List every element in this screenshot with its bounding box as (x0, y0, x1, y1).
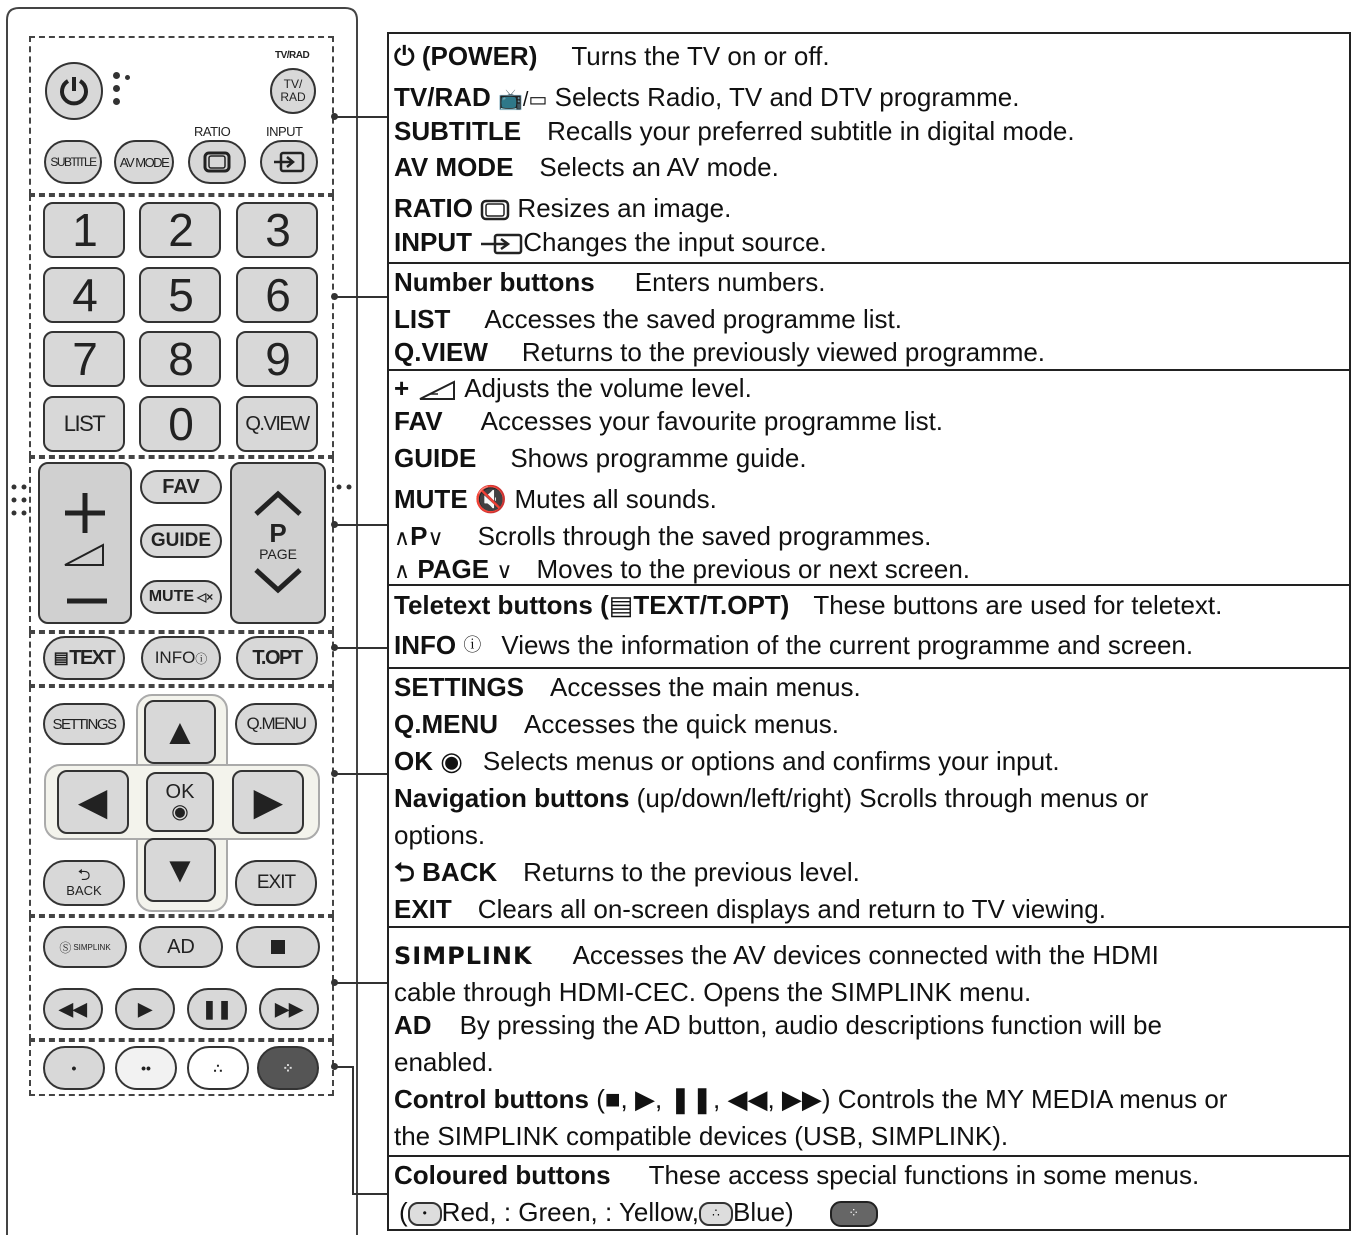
remote-control-illustration (0, 0, 370, 1235)
row-control (394, 1084, 1227, 1114)
ad-button[interactable]: AD (139, 926, 223, 968)
row-teletext (394, 590, 1222, 620)
chevron-down-icon (248, 562, 308, 598)
settings-button[interactable]: SETTINGS (43, 703, 125, 745)
blue-button[interactable] (257, 1046, 319, 1090)
row-number (394, 267, 826, 297)
simplink-text: Accesses the AV devices connected with the HDMI (572, 940, 1159, 970)
red-key-icon: • (408, 1202, 442, 1226)
section-coloured (389, 1157, 1349, 1231)
list-text: Accesses the saved programme list. (484, 304, 902, 334)
row-power (394, 41, 830, 71)
fav-name: FAV (394, 406, 443, 436)
row-simplink (394, 940, 1159, 971)
green-button-dots-icon: •• (141, 1060, 151, 1076)
nav-text-2: options. (394, 820, 486, 850)
yellow-button-dots-icon: ∴ (213, 1060, 223, 1076)
control-name: Control buttons (394, 1084, 589, 1114)
number-button-9[interactable]: 9 (236, 331, 318, 387)
volume-icon (416, 379, 458, 401)
mute-icon: ◁× (197, 590, 214, 604)
teletext-text: These buttons are used for teletext. (813, 590, 1223, 620)
text-button-label: TEXT (69, 646, 115, 669)
qmenu-button[interactable]: Q.MENU (235, 703, 317, 745)
caret-up-icon: ∧ (394, 525, 411, 550)
subtitle-button[interactable]: SUBTITLE (44, 140, 102, 184)
number-button-4[interactable]: 4 (43, 267, 125, 323)
stop-icon (271, 940, 285, 954)
row-control-cont (394, 1121, 1008, 1151)
qview-text: Returns to the previously viewed programme. (521, 337, 1046, 367)
ad-text-2: enabled. (394, 1047, 494, 1077)
row-coloured-list: ( • Red, : Green, : Yellow, ∴ Blue) ⁘ (399, 1197, 878, 1227)
qview-button[interactable]: Q.VIEW (236, 396, 318, 452)
programme-page-rocker[interactable] (230, 462, 326, 624)
simplink-text-2: cable through HDMI-CEC. Opens the SIMPLINK menu. (394, 977, 1032, 1007)
row-input (394, 227, 827, 257)
mute-icon: 🔇 (474, 484, 508, 514)
guide-text: Shows programme guide. (510, 443, 807, 473)
simplink-icon: Ⓢ (59, 940, 72, 955)
rewind-button[interactable] (43, 988, 103, 1030)
coloured-text: These access special functions in some menus. (648, 1160, 1200, 1190)
input-name: INPUT (394, 227, 472, 257)
row-mute (394, 484, 717, 514)
avmode-name: AV MODE (394, 152, 514, 182)
connector-line (336, 116, 388, 118)
connector-line (336, 524, 388, 526)
input-label: INPUT (266, 124, 303, 139)
row-nav-cont (394, 820, 485, 850)
connector-line (336, 647, 388, 649)
row-ad-cont (394, 1047, 494, 1077)
coloured-name: Coloured buttons (394, 1160, 611, 1190)
exit-button[interactable]: EXIT (235, 860, 317, 906)
row-volume (394, 373, 752, 403)
simplink-button-label: SIMPLINK (73, 942, 111, 952)
tvrad-icon-label: TV/RAD (275, 50, 310, 61)
fast-forward-icon: ▶▶ (275, 998, 303, 1019)
info-button-label: INFO (154, 648, 196, 667)
qmenu-name: Q.MENU (394, 709, 498, 739)
page-label: PAGE (259, 546, 297, 562)
number-button-6[interactable]: 6 (236, 267, 318, 323)
page-name: PAGE (417, 554, 490, 584)
blue-button-dots-icon: ⁘ (282, 1059, 294, 1076)
power-icon: ⏻ (394, 41, 415, 71)
info-icon: ⓘ (195, 651, 208, 666)
back-button-label: BACK (66, 882, 102, 898)
section-control (389, 928, 1349, 1157)
pause-icon: ❚❚ (201, 998, 233, 1019)
fav-button[interactable]: FAV (140, 470, 222, 504)
row-ok (394, 746, 1060, 776)
avmode-button[interactable]: AV MODE (114, 140, 174, 184)
rewind-icon: ◀◀ (59, 998, 87, 1019)
section-navigation (389, 669, 1349, 928)
row-simplink-cont (394, 977, 1031, 1007)
caret-up-icon: ∧ (394, 558, 411, 583)
p-name: P (410, 521, 428, 551)
row-info (394, 630, 1193, 660)
tvrad-button[interactable]: TV/ RAD (270, 68, 316, 114)
mute-button[interactable] (140, 580, 222, 614)
row-back (394, 857, 860, 887)
exit-text: Clears all on-screen displays and return to TV viewing. (477, 894, 1106, 924)
fav-text: Accesses your favourite programme list. (480, 406, 944, 436)
ok-name: OK (394, 746, 433, 776)
yellow-button[interactable] (187, 1046, 249, 1090)
settings-name: SETTINGS (394, 672, 525, 702)
list-button[interactable]: LIST (43, 396, 125, 452)
ad-name: AD (394, 1010, 432, 1040)
input-icon (479, 233, 523, 255)
back-icon: ⮌ (394, 857, 415, 887)
row-page (394, 554, 970, 586)
button-description-table (387, 32, 1351, 1231)
row-nav (394, 783, 1148, 813)
section-teletext (389, 586, 1349, 669)
volume-name: + (394, 373, 410, 403)
p-text: Scrolls through the saved programmes. (477, 521, 932, 551)
guide-button[interactable]: GUIDE (140, 524, 222, 558)
back-button[interactable] (43, 860, 125, 906)
row-fav (394, 406, 943, 436)
ok-button[interactable] (146, 772, 214, 832)
tv-radio-icon: 📺/▭ (498, 89, 548, 111)
back-icon: ⮌ (77, 866, 91, 884)
ratio-icon (480, 199, 510, 221)
number-button-3[interactable]: 3 (236, 202, 318, 258)
volume-text: Adjusts the volume level. (464, 373, 752, 403)
coloured-yellow: : Yellow, (605, 1197, 699, 1227)
ratio-label: RATIO (194, 124, 231, 139)
row-settings (394, 672, 861, 702)
connector-line (336, 296, 388, 298)
number-button-8[interactable]: 8 (139, 331, 221, 387)
power-button[interactable] (45, 62, 103, 120)
row-coloured (394, 1160, 1199, 1190)
info-text: Views the information of the current programme and screen. (501, 630, 1194, 660)
ok-button-label: OK (165, 781, 195, 803)
number-name: Number buttons (394, 267, 595, 297)
qmenu-text: Accesses the quick menus. (524, 709, 840, 739)
page-text: Moves to the previous or next screen. (536, 554, 970, 584)
nav-left-button[interactable] (57, 770, 129, 834)
stop-button[interactable] (236, 926, 320, 968)
topt-button[interactable]: T.OPT (236, 636, 318, 680)
number-button-7[interactable]: 7 (43, 331, 125, 387)
coloured-red: Red, (441, 1197, 497, 1227)
mute-name: MUTE (394, 484, 468, 514)
ok-text: Selects menus or options and confirms your input. (482, 746, 1060, 776)
nav-name: Navigation buttons (394, 783, 630, 813)
nav-up-button[interactable] (144, 700, 216, 764)
power-text: Turns the TV on or off. (571, 41, 830, 71)
subtitle-name: SUBTITLE (394, 116, 522, 146)
list-name: LIST (394, 304, 451, 334)
row-qview (394, 337, 1045, 367)
row-exit (394, 894, 1106, 924)
play-icon: ▶ (138, 998, 152, 1019)
number-button-5[interactable]: 5 (139, 267, 221, 323)
mute-text: Mutes all sounds. (514, 484, 717, 514)
ratio-button[interactable] (188, 140, 246, 184)
arrow-right-icon: ▶ (254, 781, 282, 822)
info-name: INFO (394, 630, 457, 660)
row-ratio (394, 193, 731, 223)
caret-down-icon: ∨ (427, 525, 444, 550)
input-button[interactable] (260, 140, 318, 184)
teletext-name-b: TEXT/T.OPT) (633, 590, 790, 620)
qview-name: Q.VIEW (394, 337, 488, 367)
connector-line (352, 1193, 388, 1195)
info-icon: ⓘ (463, 635, 482, 655)
coloured-green: : Green, (503, 1197, 598, 1227)
row-subtitle (394, 116, 1075, 146)
back-text: Returns to the previous level. (523, 857, 860, 887)
blue-key-icon: ∴ (699, 1202, 733, 1226)
pause-button[interactable] (187, 988, 247, 1030)
simplink-logo: SIMPLINK (394, 942, 533, 970)
number-text: Enters numbers. (634, 267, 826, 297)
subtitle-text: Recalls your preferred subtitle in digital mode. (547, 116, 1075, 146)
avmode-text: Selects an AV mode. (539, 152, 779, 182)
red-button[interactable] (43, 1046, 105, 1090)
volume-icons (45, 473, 125, 613)
arrow-left-icon: ◀ (79, 781, 107, 822)
ratio-icon (202, 150, 232, 174)
row-qmenu (394, 709, 839, 739)
simplink-button[interactable] (43, 926, 127, 968)
ad-text: By pressing the AD button, audio descriptions function will be (459, 1010, 1162, 1040)
row-avmode (394, 152, 779, 182)
info-button[interactable] (141, 636, 221, 680)
row-ad (394, 1010, 1162, 1040)
arrow-down-icon: ▼ (162, 849, 198, 890)
coloured-blue: Blue) (732, 1197, 794, 1227)
number-button-2[interactable]: 2 (139, 202, 221, 258)
ratio-text: Resizes an image. (517, 193, 732, 223)
text-button[interactable] (43, 636, 125, 680)
control-text: Controls the MY MEDIA menus or (837, 1084, 1228, 1114)
exit-name: EXIT (394, 894, 452, 924)
teletext-name-a: Teletext buttons ( (394, 590, 609, 620)
section-power (389, 34, 1349, 264)
row-p (394, 521, 931, 553)
nav-right-button[interactable] (232, 770, 304, 834)
arrow-up-icon: ▲ (162, 711, 198, 752)
guide-name: GUIDE (394, 443, 477, 473)
volume-rocker[interactable] (38, 462, 132, 624)
green-button[interactable] (115, 1046, 177, 1090)
number-button-0[interactable]: 0 (139, 396, 221, 452)
caret-down-icon: ∨ (496, 558, 513, 583)
connector-line (336, 982, 388, 984)
row-guide (394, 443, 807, 473)
media-control-icons: (■, ▶, ❚❚, ◀◀, ▶▶) (596, 1084, 831, 1114)
ok-icon: ◉ (440, 746, 463, 776)
blue-button-icon: ⁘ (830, 1201, 878, 1227)
tvrad-name: TV/RAD (394, 82, 491, 112)
connector-line (352, 1066, 354, 1194)
red-button-dot-icon: • (71, 1060, 77, 1076)
fast-forward-button[interactable] (259, 988, 319, 1030)
ratio-name: RATIO (394, 193, 473, 223)
input-icon (272, 150, 306, 174)
p-label: P (269, 518, 287, 548)
chevron-up-icon (248, 488, 308, 520)
mute-button-label: MUTE (148, 588, 195, 605)
control-text-2: the SIMPLINK compatible devices (USB, SIMPLINK). (394, 1121, 1009, 1151)
nav-down-button[interactable] (144, 838, 216, 902)
row-tvrad (394, 82, 1019, 115)
back-name: BACK (422, 857, 498, 887)
teletext-icon: ▤ (53, 650, 68, 667)
section-volume (389, 371, 1349, 586)
power-icon (57, 74, 91, 108)
row-list (394, 304, 902, 334)
number-button-1[interactable]: 1 (43, 202, 125, 258)
play-button[interactable] (115, 988, 175, 1030)
connector-line (336, 773, 388, 775)
settings-text: Accesses the main menus. (550, 672, 861, 702)
teletext-icon: ▤ (608, 590, 634, 620)
nav-text: (up/down/left/right) Scrolls through menus or (636, 783, 1149, 813)
section-numbers (389, 264, 1349, 371)
power-name: (POWER) (421, 41, 538, 71)
input-text: Changes the input source. (523, 227, 827, 257)
ok-icon: ◉ (171, 801, 189, 823)
tvrad-text: Selects Radio, TV and DTV programme. (554, 82, 1020, 112)
